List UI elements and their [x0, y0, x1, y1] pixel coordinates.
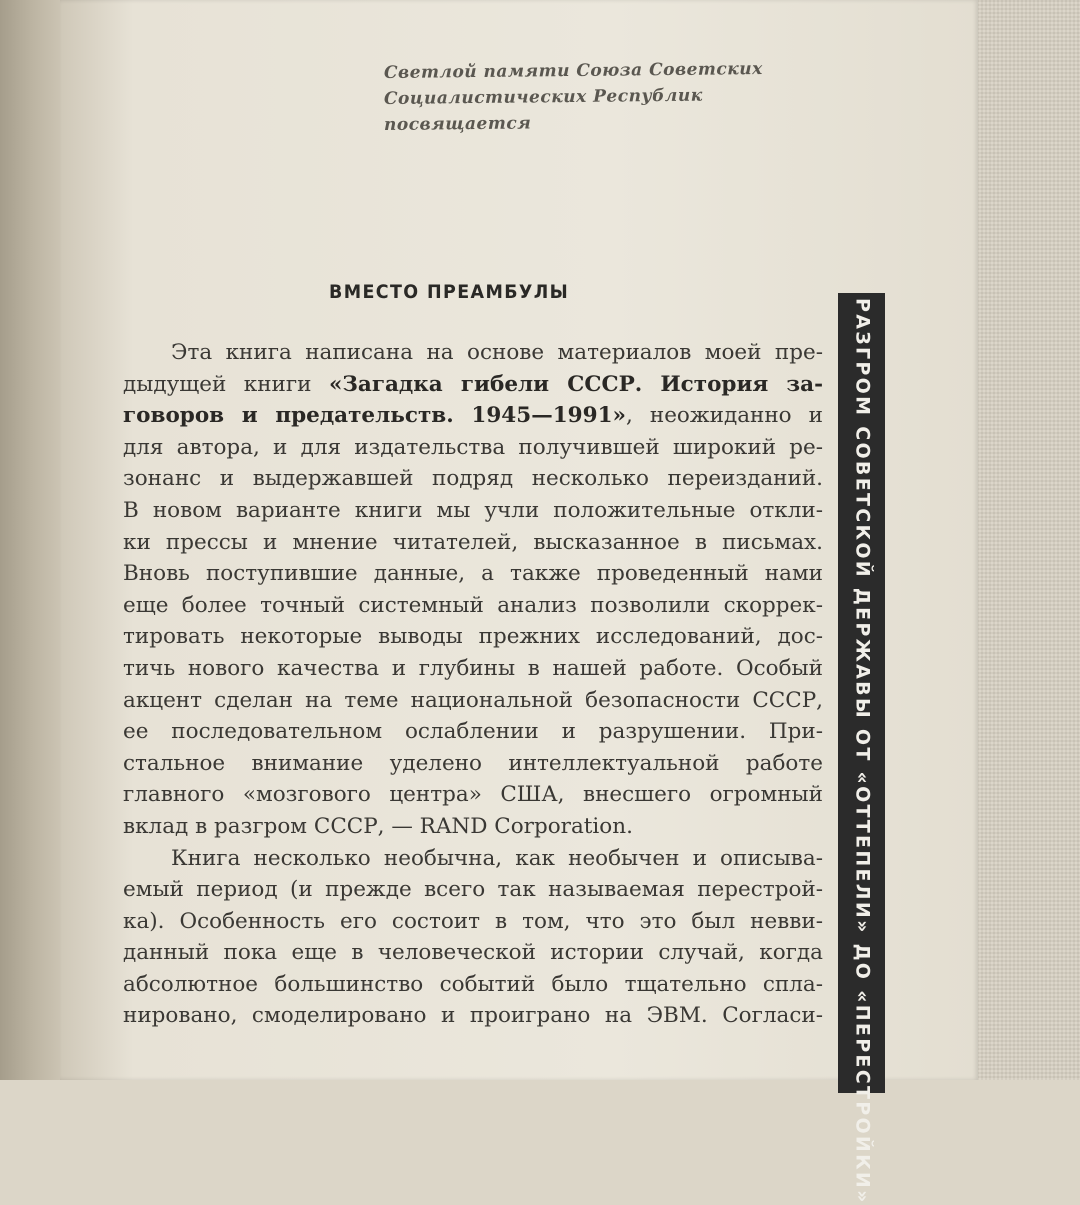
text-line: ки прессы и мнение читателей, высказанное в письмах. — [123, 529, 823, 555]
text-line: ка). Особенность его состоит в том, что это был невви- — [123, 908, 823, 934]
text-line: В новом варианте книги мы учли положительные откли- — [123, 497, 823, 523]
text-line: для автора, и для издательства получившей широкий ре- — [123, 434, 823, 460]
text-line: вклад в разгром СССР, — RAND Corporation. — [123, 813, 633, 839]
dedication-line-2: Социалистических Республик — [384, 85, 703, 109]
text-line: данный пока еще в человеческой истории случай, когда — [123, 940, 823, 966]
text-line: ее последовательном ослаблении и разрушении. При- — [123, 719, 823, 745]
text-line: тичь нового качества и глубины в нашей работе. Особый — [123, 655, 823, 681]
text-line: еще более точный системный анализ позволили скоррек- — [123, 592, 823, 618]
dedication-line-1: Светлой памяти Союза Советских — [384, 59, 763, 83]
dedication — [384, 56, 763, 138]
text-line: емый период (и прежде всего так называемая перестрой- — [123, 877, 823, 903]
text-line: зонанс и выдержавшей подряд несколько переизданий. — [123, 466, 823, 492]
dedication-line-3: посвящается — [384, 113, 532, 135]
body-text — [123, 337, 823, 1032]
text-line: дыдущей книги «Загадка гибели СССР. История за- — [123, 371, 824, 397]
text-line: нировано, смоделировано и проиграно на ЭВМ. Согласи- — [123, 1003, 823, 1029]
text-line: абсолютное большинство событий было тщательно спла- — [123, 971, 823, 997]
text-line: тировать некоторые выводы прежних исследований, дос- — [123, 624, 823, 650]
text-line: Эта книга написана на основе материалов моей пре- — [171, 340, 823, 365]
sidebar-title: РАЗГРОМ СОВЕТСКОЙ ДЕРЖАВЫ ОТ «ОТТЕПЕЛИ» ДО «ПЕРЕСТРОЙКИ» — [851, 298, 874, 1205]
section-title: ВМЕСТО ПРЕАМБУЛЫ — [329, 281, 570, 303]
text-line: главного «мозгового центра» США, внесшего огромный — [123, 782, 823, 808]
fabric-background — [975, 0, 1080, 1080]
text-line: Книга несколько необычна, как необычен и описыва- — [171, 845, 823, 871]
text-line: акцент сделан на теме национальной безопасности СССР, — [123, 687, 823, 713]
text-line: говоров и предательств. 1945—1991», неожиданно и — [123, 403, 823, 429]
text-line: стальное внимание уделено интеллектуальной работе — [123, 750, 823, 776]
text-line: Вновь поступившие данные, а также проведенный нами — [123, 561, 823, 587]
